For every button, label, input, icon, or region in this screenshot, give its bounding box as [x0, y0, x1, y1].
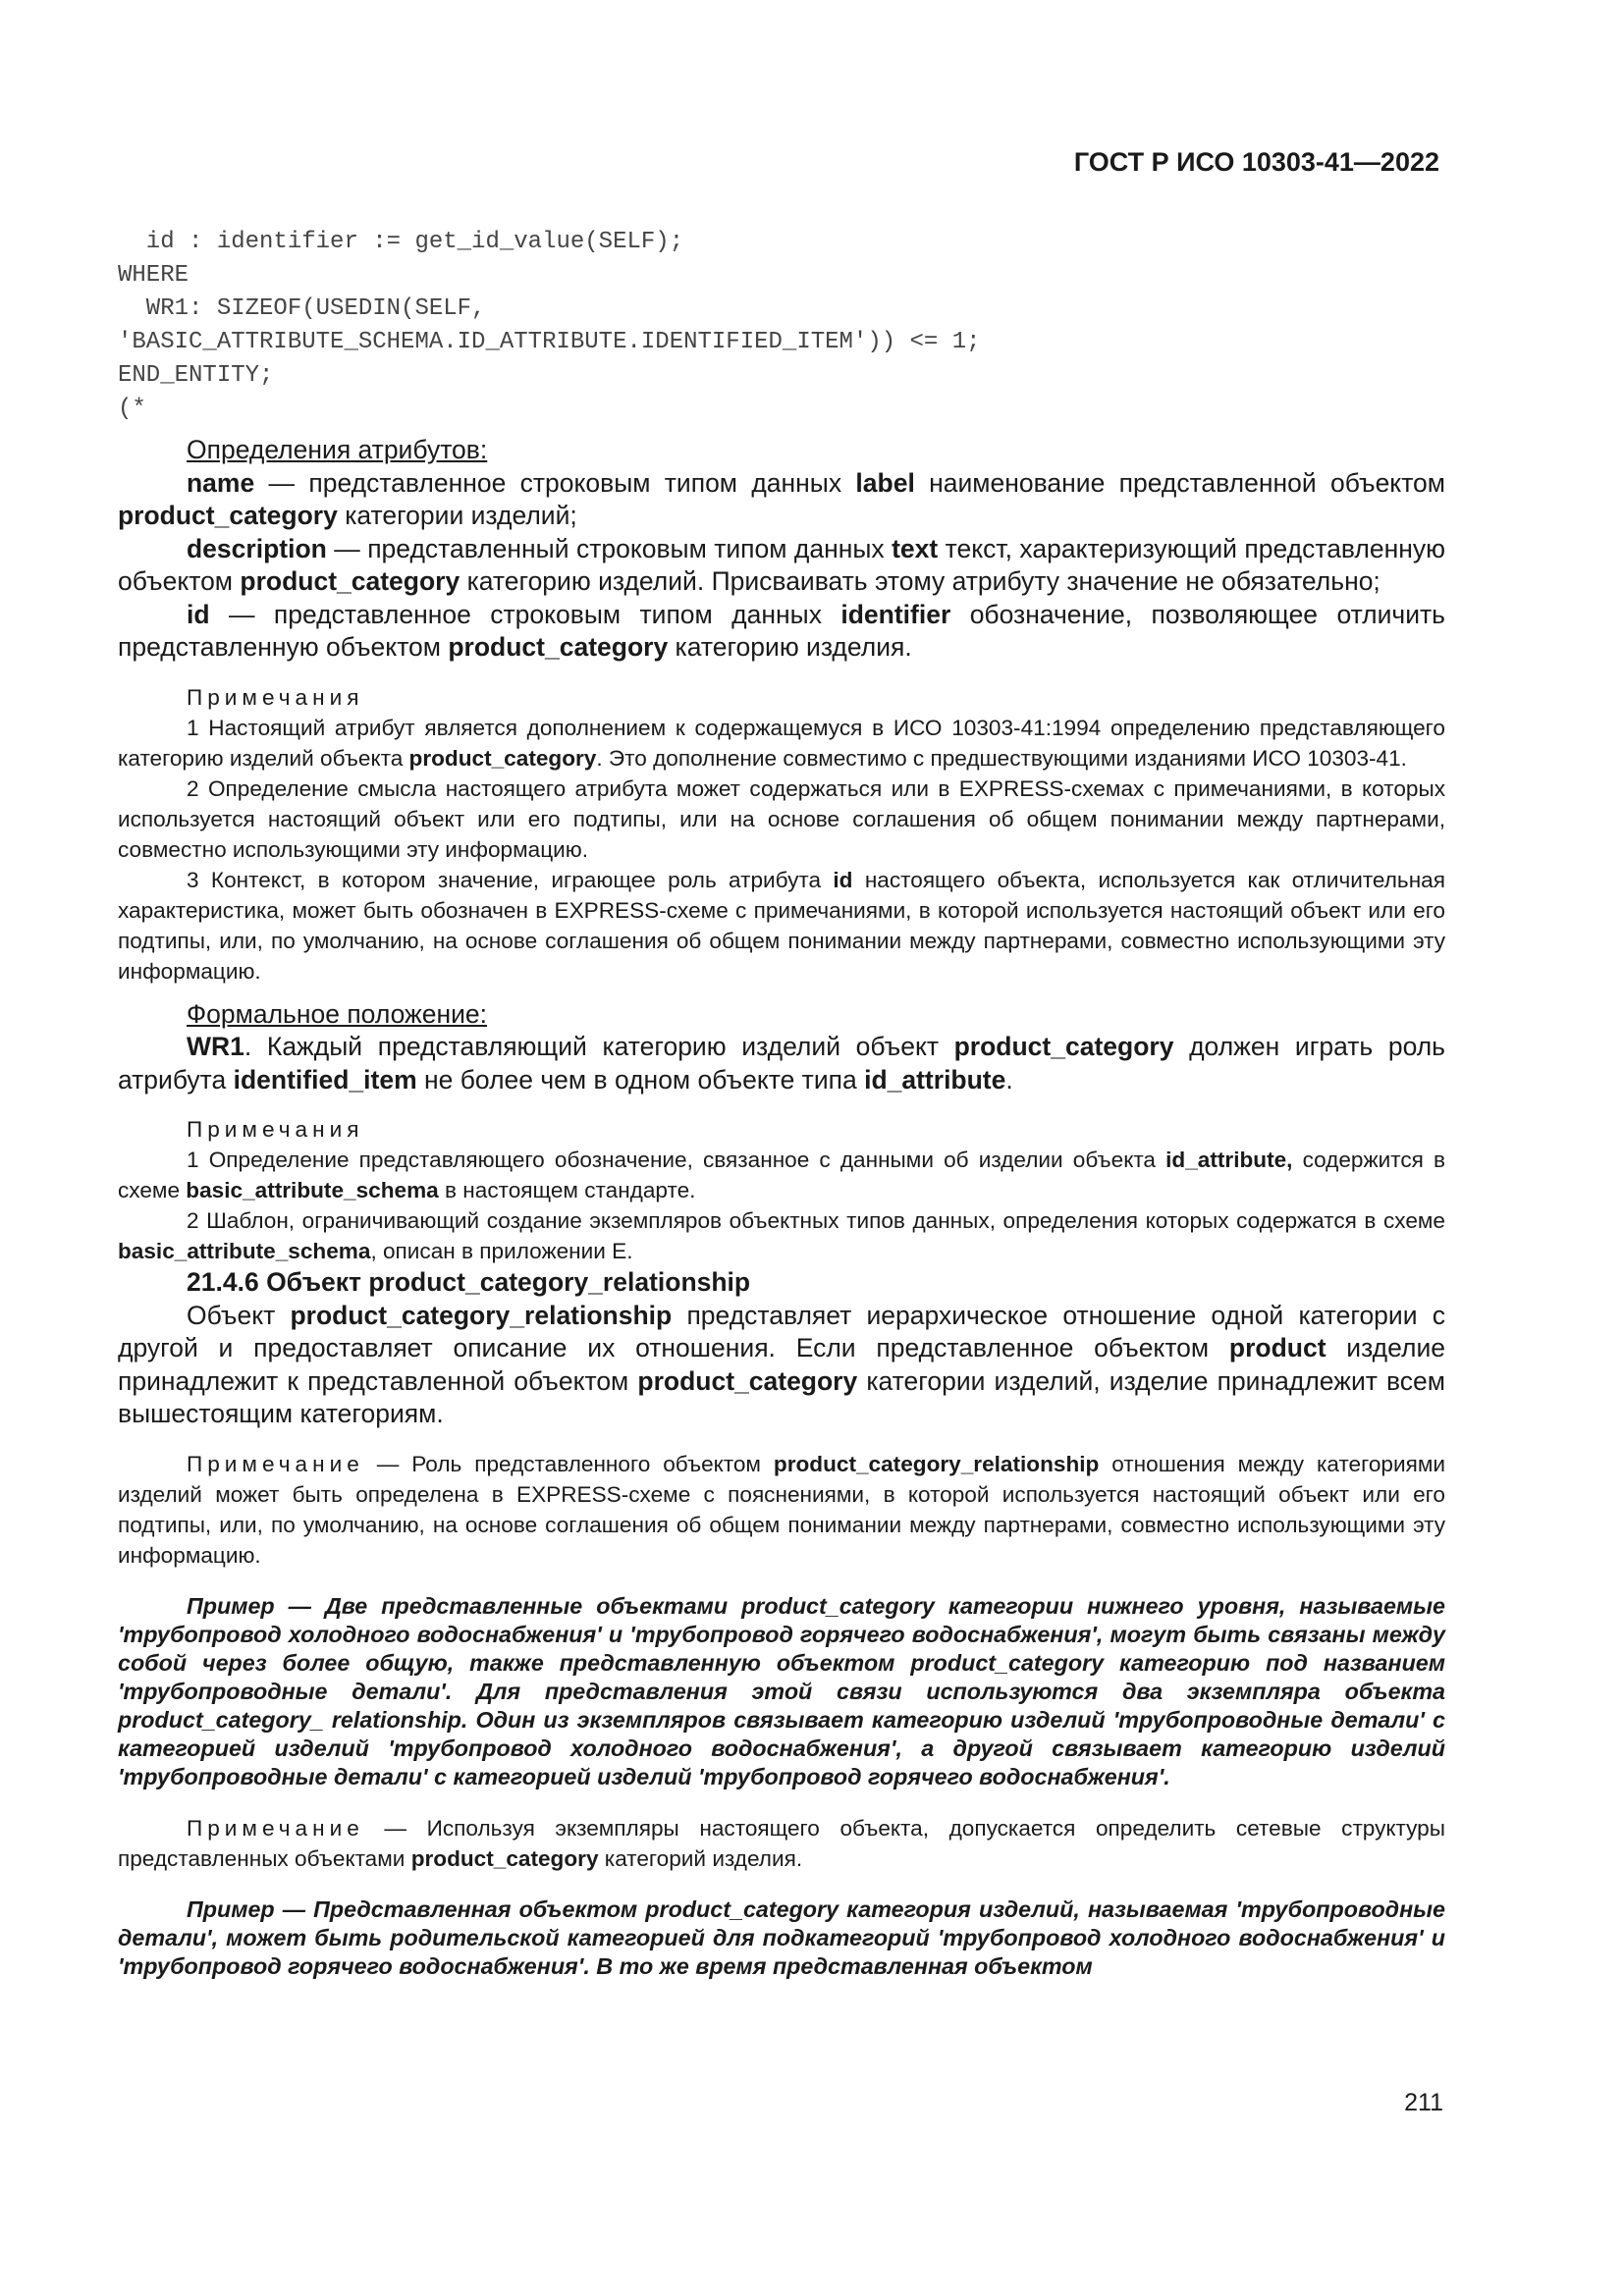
attribute-definitions-heading: Определения атрибутов:	[187, 435, 488, 464]
example-paragraph: Пример — Представленная объектом product_category категория изделий, называемая 'трубопроводные детали', может быть родительской категорией для подкатегорий 'трубопровод холодного водоснабжения' и 'трубопровод горячего водоснабжения'. В то же время представленная объектом	[118, 1896, 1445, 1979]
note-item: 3 Контекст, в котором значение, играющее роль атрибута id настоящего объекта, используется как отличительная характеристика, может быть обозначен в EXPRESS-схеме с примечаниями, в которой используется настоящий объект или его подтипы, или, по умолчанию, на основе соглашения об общем понимании между партнерами, совместно использующими эту информацию.	[118, 867, 1445, 984]
page-body	[118, 226, 1445, 1981]
code-line: WHERE	[118, 262, 189, 289]
example-paragraph: Пример — Две представленные объектами product_category категории нижнего уровня, называемые 'трубопровод холодного водоснабжения' и 'трубопровод горячего водоснабжения', могут быть связаны между собой через более общую, также представленную объектом product_category категорию под названием 'трубопроводные детали'. Для представления этой связи используются два экземпляра объекта product_category_ relationship. Один из экземпляров связывает категорию изделий 'трубопроводные детали' с категорией изделий 'трубопровод холодного водоснабжения', а другой связывает категорию изделий 'трубопроводные детали' с категорией изделий 'трубопровод горячего водоснабжения'.	[118, 1592, 1445, 1789]
code-line: id : identifier := get_id_value(SELF);	[118, 229, 684, 255]
code-line: 'BASIC_ATTRIBUTE_SCHEMA.ID_ATTRIBUTE.IDENTIFIED_ITEM')) <= 1;	[118, 329, 981, 355]
notes-heading: Примечания	[187, 684, 364, 710]
formal-propositions-heading: Формальное положение:	[187, 998, 488, 1029]
note-item: 1 Настоящий атрибут является дополнением к содержащемуся в ИСО 10303-41:1994 определению представляющего категорию изделий объекта product_category. Это дополнение совместимо с предшествующими изданиями ИСО 10303-41.	[118, 715, 1445, 771]
code-line: (*	[118, 396, 146, 422]
attribute-description-definition: description — представленный строковым типом данных text текст, характеризующий представленную объектом product_category категорию изделий. Присваивать этому атрибуту значение не обязательно;	[118, 533, 1445, 596]
attribute-id-definition: id — представленное строковым типом данных identifier обозначение, позволяющее отличить представленную объектом product_category категорию изделия.	[118, 599, 1445, 662]
document-header: ГОСТ Р ИСО 10303-41—2022	[1073, 147, 1439, 177]
note-paragraph: Примечание — Роль представленного объектом product_category_relationship отношения между категориями изделий может быть определена в EXPRESS-схеме с пояснениями, в которой используется настоящий объект или его подтипы, или, по умолчанию, на основе соглашения об общем понимании между партнерами, совместно использующими эту информацию.	[118, 1451, 1445, 1568]
formal-proposition-wr1: WR1. Каждый представляющий категорию изделий объект product_category должен играть роль атрибута identified_item не более чем в одном объекте типа id_attribute.	[118, 1032, 1445, 1095]
page-number: 211	[1404, 2089, 1443, 2116]
notes-heading: Примечания	[187, 1117, 364, 1142]
section-paragraph: Объект product_category_relationship представляет иерархическое отношение одной категории с другой и предоставляет описание их отношения. Если представленное объектом product изделие принадлежит к представленной объектом product_category категории изделий, изделие принадлежит всем вышестоящим категориям.	[118, 1300, 1446, 1428]
section-heading: 21.4.6 Объект product_category_relationship	[187, 1267, 751, 1297]
code-line: WR1: SIZEOF(USEDIN(SELF,	[118, 295, 486, 322]
note-paragraph: Примечание — Используя экземпляры настоящего объекта, допускается определить сетевые структуры представленных объектами product_category категорий изделия.	[118, 1815, 1445, 1871]
note-item: 2 Шаблон, ограничивающий создание экземпляров объектных типов данных, определения которых содержатся в схеме basic_attribute_schema, описан в приложении Е.	[118, 1208, 1445, 1263]
express-code-block	[118, 226, 1445, 426]
attribute-name-definition: name — представленное строковым типом данных label наименование представленной объектом product_category категории изделий;	[118, 467, 1445, 530]
note-item: 1 Определение представляющего обозначение, связанное с данными об изделии объекта id_attribute, содержится в схеме basic_attribute_schema в настоящем стандарте.	[118, 1148, 1445, 1202]
code-line: END_ENTITY;	[118, 362, 274, 389]
note-item: 2 Определение смысла настоящего атрибута может содержаться или в EXPRESS-схемах с примечаниями, в которых используется настоящий объект или его подтипы, или на основе соглашения об общем понимании между партнерами, совместно использующими эту информацию.	[118, 775, 1445, 862]
